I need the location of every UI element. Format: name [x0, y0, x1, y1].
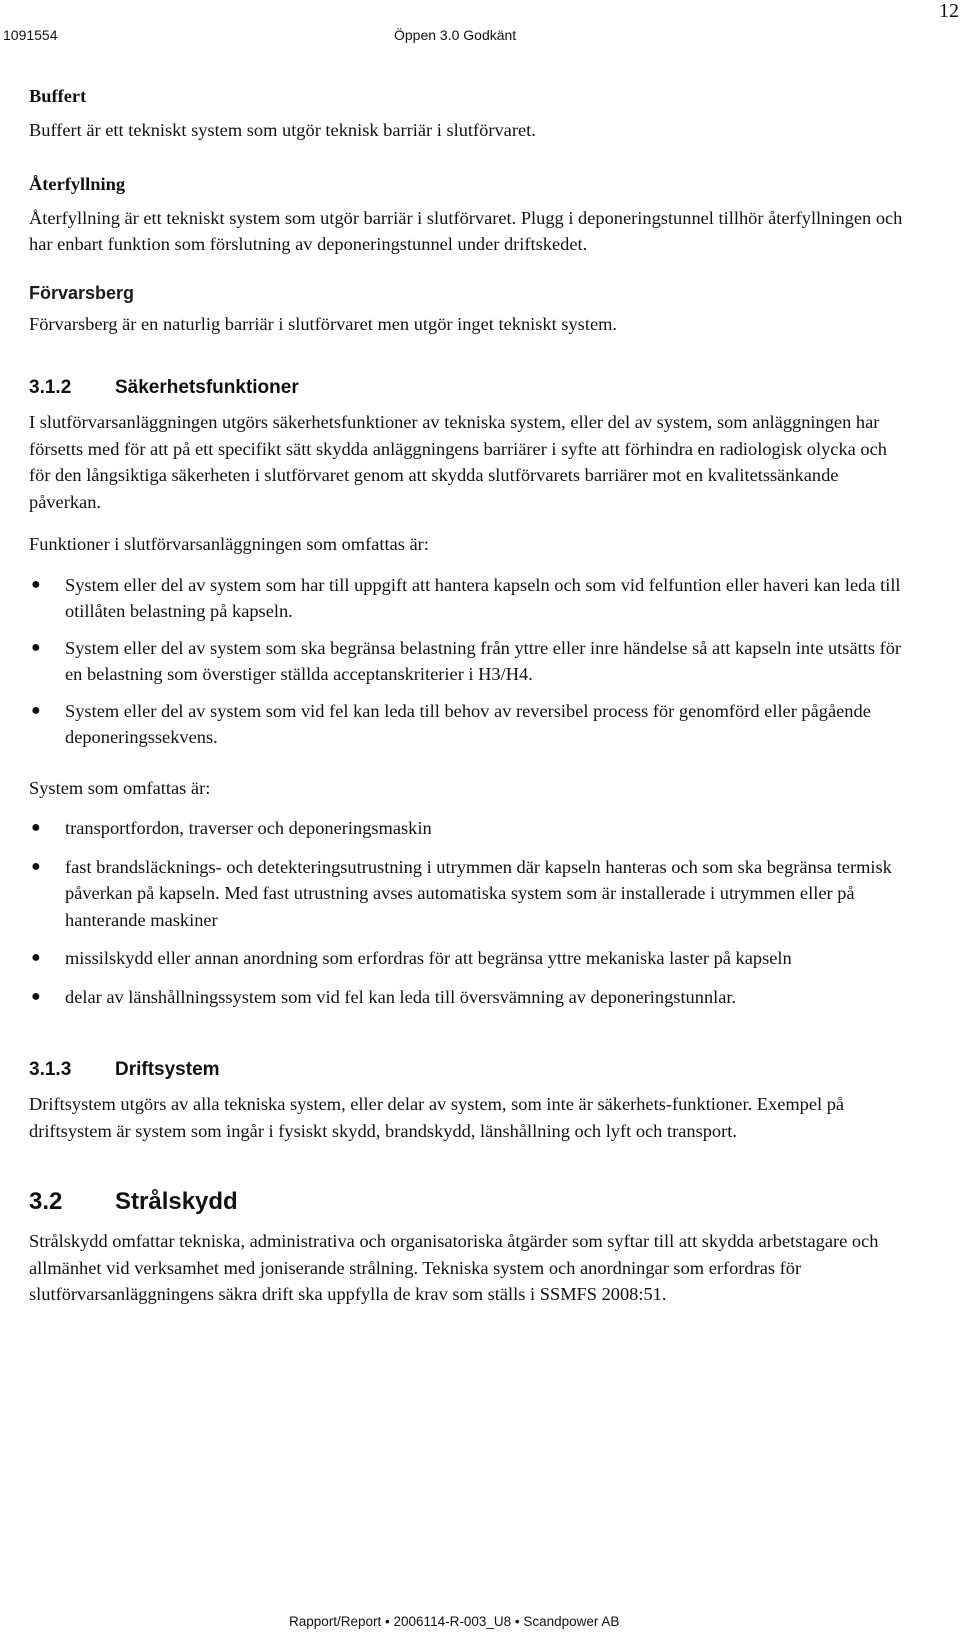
systems-lead: System som omfattas är:	[29, 777, 211, 798]
heading-buffert: Buffert	[29, 86, 87, 106]
heading-aterfyllning: Återfyllning	[29, 174, 126, 194]
section-heading-3-1-2	[29, 377, 909, 399]
bullet-icon: ●	[31, 575, 41, 593]
list-item: ● transportfordon, traverser och deponeringsmaskin	[29, 815, 909, 842]
bullet-icon: ●	[31, 857, 41, 875]
functions-list	[29, 572, 909, 751]
paragraph-aterfyllning: Återfyllning är ett tekniskt system som utgör barriär i slutförvaret. Plugg i deponeringstunnel tillhör återfyllningen och har enbart funktion som förslutning av deponeringstunnel under driftskedet.	[29, 207, 903, 254]
paragraph-driftsystem: Driftsystem utgörs av alla tekniska system, eller delar av system, som inte är säkerhets-funktioner. Exempel på driftsystem är system som ingår i fysiskt skydd, brandskydd, länshållning och lyft och transport.	[29, 1094, 845, 1141]
functions-lead: Funktioner i slutförvarsanläggningen som omfattas är:	[29, 534, 429, 554]
page-number: 12	[939, 0, 959, 22]
list-item: ● System eller del av system som vid fel kan leda till behov av reversibel process för genomförd eller pågående deponeringssekvens.	[29, 698, 909, 751]
section-title: Driftsystem	[115, 1059, 220, 1080]
bullet-icon: ●	[31, 701, 41, 719]
section-number: 3.1.2	[29, 377, 72, 398]
section-title: Strålskydd	[115, 1188, 238, 1215]
section-title: Säkerhetsfunktioner	[115, 377, 299, 398]
bullet-icon: ●	[31, 819, 41, 836]
paragraph-buffert: Buffert är ett tekniskt system som utgör teknisk barriär i slutförvaret.	[29, 119, 536, 140]
bullet-icon: ●	[31, 949, 41, 966]
section-heading-3-2	[29, 1188, 909, 1216]
systems-list	[29, 815, 909, 1010]
paragraph-stralskydd: Strålskydd omfattar tekniska, administrativa och organisatoriska åtgärder som syftar till att skydda arbetstagare och allmänhet vid verksamhet med joniserande strålning. Tekniska system och anordningar som erfordras för slutförvarsanläggningens säkra drift ska uppfylla de krav som ställs i SSMFS 2008:51.	[29, 1231, 879, 1304]
paragraph-sakerhetsfunktioner: I slutförvarsanläggningen utgörs säkerhetsfunktioner av tekniska system, eller del av system, som anläggningen har försetts med för att på ett specifikt sätt skydda anläggningens barriärer i syfte att förhindra en radiologisk olycka och för den långsiktiga säkerheten i slutförvaret genom att skydda slutförvarets barriärer mot en kvalitetssänkande påverkan.	[29, 412, 887, 512]
document-body	[29, 83, 909, 1308]
paragraph-forvarsberg: Förvarsberg är en naturlig barriär i slutförvaret men utgör inget tekniskt system.	[29, 313, 618, 334]
list-item: ● delar av länshållningssystem som vid fel kan leda till översvämning av deponeringstunnlar.	[29, 984, 909, 1011]
section-number: 3.2	[29, 1188, 63, 1215]
bullet-icon: ●	[31, 638, 41, 656]
page-footer: Rapport/Report • 2006114-R-003_U8 • Scandpower AB	[289, 1614, 620, 1629]
document-status: Öppen 3.0 Godkänt	[394, 27, 517, 43]
list-item: ● System eller del av system som har till uppgift att hantera kapseln och som vid felfuntion eller haveri kan leda till otillåten belastning på kapseln.	[29, 572, 909, 625]
list-item: ● fast brandsläcknings- och detekteringsutrustning i utrymmen där kapseln hanteras och som ska begränsa termisk påverkan på kapseln. Med fast utrustning avses automatiska system som är installerade i utrymmen eller på hanterande maskiner	[29, 854, 909, 934]
document-id: 1091554	[3, 27, 58, 43]
section-heading-3-1-3	[29, 1059, 909, 1081]
section-number: 3.1.3	[29, 1059, 72, 1080]
bullet-icon: ●	[31, 987, 41, 1005]
list-item: ● missilskydd eller annan anordning som erfordras för att begränsa yttre mekaniska laster på kapseln	[29, 945, 909, 972]
list-item: ● System eller del av system som ska begränsa belastning från yttre eller inre händelse så att kapseln inte utsätts för en belastning som överstiger ställda acceptanskriterier i H3/H4.	[29, 635, 909, 688]
heading-forvarsberg: Förvarsberg	[29, 282, 135, 303]
